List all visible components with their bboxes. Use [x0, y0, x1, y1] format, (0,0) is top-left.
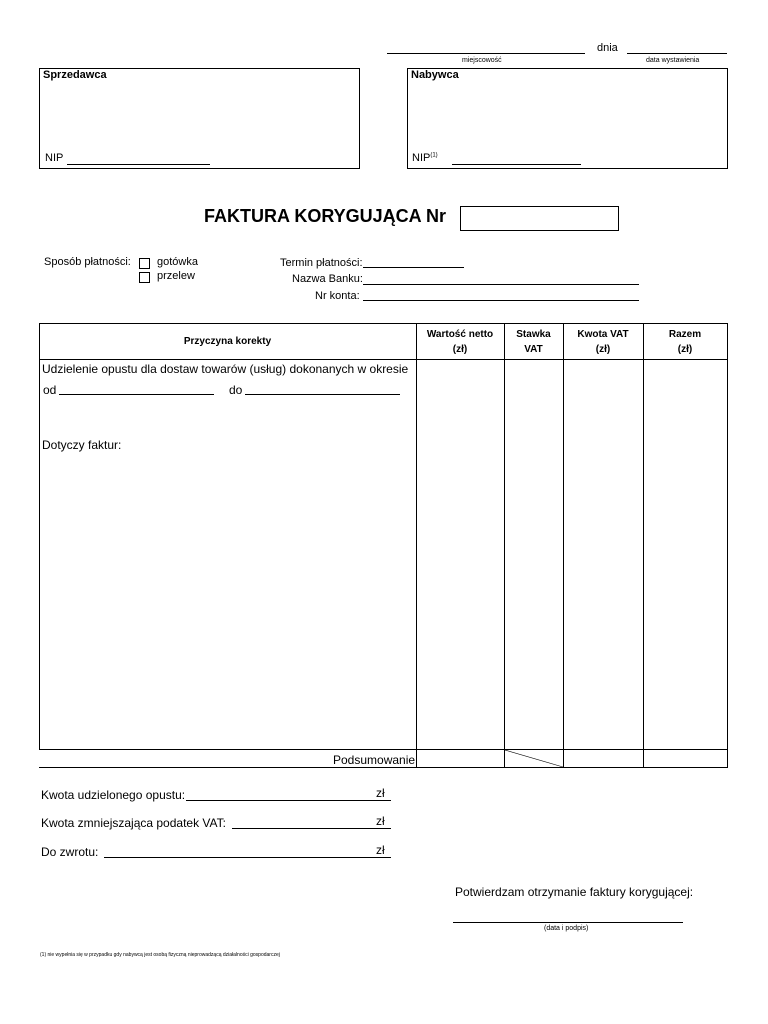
from-label: od	[43, 383, 57, 397]
table-body-bottom	[39, 749, 728, 750]
col-divider-total	[643, 323, 644, 768]
invoices-label: Dotyczy faktur:	[42, 438, 122, 452]
footnote-text: (1) nie wypełnia się w przypadku gdy nabywcą jest osobą fizyczną nieprowadzącą działalności gospodarczej	[40, 952, 280, 958]
vat-reduction-field[interactable]	[232, 828, 391, 829]
payment-term-label: Termin płatności:	[280, 257, 363, 269]
seller-label: Sprzedawca	[43, 69, 107, 81]
invoice-number-field[interactable]	[460, 206, 619, 231]
place-caption: miejscowość	[462, 57, 502, 64]
account-number-field[interactable]	[363, 300, 639, 301]
col-header-net: Wartość netto (zł)	[426, 329, 494, 355]
cash-label: gotówka	[157, 256, 198, 268]
table-border-top	[39, 323, 728, 324]
col-divider-vat	[563, 323, 564, 768]
col-header-total: Razem (zł)	[668, 329, 702, 355]
vat-reduction-label: Kwota zmniejszająca podatek VAT:	[41, 816, 226, 830]
table-header-bottom	[39, 359, 728, 360]
buyer-nip-field[interactable]	[452, 164, 581, 165]
transfer-checkbox[interactable]	[139, 272, 150, 283]
col-header-rate: Stawka VAT	[516, 329, 551, 355]
bank-name-field[interactable]	[363, 284, 639, 285]
summary-label: Podsumowanie	[333, 753, 416, 767]
seller-box[interactable]	[39, 68, 360, 169]
page-title: FAKTURA KORYGUJĄCA Nr	[204, 206, 447, 226]
to-label: do	[229, 383, 243, 397]
confirmation-text: Potwierdzam otrzymanie faktury korygującej:	[455, 885, 694, 899]
discount-amount-label: Kwota udzielonego opustu:	[41, 788, 186, 802]
col-divider-net	[416, 323, 417, 768]
account-number-label: Nr konta:	[315, 290, 360, 302]
seller-nip-field[interactable]	[67, 164, 210, 165]
discount-currency: zł	[376, 786, 385, 800]
bank-name-label: Nazwa Banku:	[292, 273, 363, 285]
date-caption: data wystawienia	[646, 57, 700, 64]
place-field[interactable]	[387, 53, 585, 54]
col-divider-rate	[504, 323, 505, 768]
payment-term-field[interactable]	[363, 267, 464, 268]
buyer-label: Nabywca	[411, 69, 459, 81]
signature-caption: (data i podpis)	[544, 925, 589, 932]
date-field[interactable]	[627, 53, 727, 54]
refund-currency: zł	[376, 843, 385, 857]
transfer-label: przelew	[157, 270, 195, 282]
refund-field[interactable]	[104, 857, 391, 858]
table-border-bottom	[39, 767, 728, 768]
discount-amount-field[interactable]	[186, 800, 391, 801]
col-header-vat: Kwota VAT (zł)	[577, 329, 629, 355]
from-date-field[interactable]	[59, 394, 214, 395]
buyer-nip-footnote: (1)	[430, 152, 438, 159]
table-border-right	[727, 323, 728, 768]
refund-label: Do zwrotu:	[41, 845, 99, 859]
rate-summary-strike	[505, 750, 564, 768]
payment-method-label: Sposób płatności:	[44, 256, 131, 268]
seller-nip-label: NIP	[45, 152, 64, 164]
cash-checkbox[interactable]	[139, 258, 150, 269]
col-header-reason: Przyczyna korekty	[183, 336, 272, 347]
table-border-left	[39, 323, 40, 750]
signature-field[interactable]	[453, 922, 683, 923]
buyer-box[interactable]	[407, 68, 728, 169]
dnia-label: dnia	[597, 42, 618, 54]
to-date-field[interactable]	[245, 394, 400, 395]
discount-period-text: Udzielenie opustu dla dostaw towarów (usług) dokonanych w okresie	[42, 362, 409, 376]
vat-reduction-currency: zł	[376, 814, 385, 828]
buyer-nip-label: NIP$^{(1)}$	[412, 152, 438, 164]
